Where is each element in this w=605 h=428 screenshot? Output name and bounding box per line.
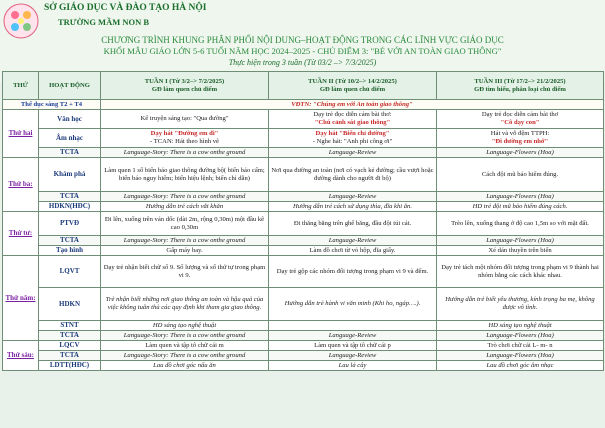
activity-name: STNT [39,321,101,331]
table-row [3,361,604,371]
table-row [3,351,604,361]
table-cell [437,110,604,129]
activity-name: LQCV [39,341,101,351]
table-cell: Language-Review [269,351,437,361]
table-cell: Làm quen 1 số biển báo giao thông đường bộ( biển báo cấm; biển báo nguy hiểm; biển hiệu lệnh; biển chỉ dẫn) [101,158,269,192]
document-period: Thực hiện trong 3 tuần (Từ 03/2 –> 7/3/2025) [228,58,377,67]
day-monday: Thứ hai [3,110,39,158]
table-cell: Đi lên, xuống trên ván dốc (dài 2m, rộng 0,30m) một đầu kê cao 0,30m [101,212,269,236]
table-cell: Language-Story: There is a cow onthe ground [101,236,269,246]
table-row [3,148,604,158]
table-cell: Hướng dẫn trẻ cách vắt khăn [101,202,269,212]
table-cell: Language-Flowers (Hoa) [437,351,604,361]
table-cell: Lau đồ chơi góc nấu ăn [101,361,269,371]
table-cell: Làm quen và tập tô chữ cái m [101,341,269,351]
theduc-label: Thể dục sáng T2 + T4 [3,100,101,110]
col-thu: THỨ [3,72,39,100]
table-cell: Language-Story: There is a cow onthe ground [101,331,269,341]
col-hoatdong: HOẠT ĐỘNG [39,72,101,100]
day-friday: Thứ sáu: [3,341,39,371]
activity-name: HDKN(HĐC) [39,202,101,212]
week1-phase: GĐ làm quen chủ điểm [151,85,218,93]
cell-text: Dạy trẻ đọc diễn cảm bài thơ: [313,111,392,119]
table-row [3,236,604,246]
table-cell: Language-Review [269,236,437,246]
table-cell [101,110,269,129]
table-row [3,246,604,256]
week3-phase: GĐ tìm hiểu, phân loại chủ điểm [474,85,566,93]
table-cell: Language-Flowers (Hoa) [437,192,604,202]
activity-name: Âm nhạc [39,129,101,148]
col-week3 [437,72,604,100]
cell-text: "Chú cảnh sát giao thông" [314,119,391,126]
table-cell: Language-Flowers (Hoa) [437,331,604,341]
table-cell: Hướng dẫn trẻ biết yêu thương, kính trọng ba mẹ, không được vô tình. [437,288,604,321]
week2-title: TUẦN II (Từ 10/2–> 14/2/2025) [308,77,397,85]
activity-name: Văn học [39,110,101,129]
activity-name: TCTA [39,351,101,361]
table-cell: Lau đồ chơi góc âm nhạc [437,361,604,371]
table-cell: Language-Flowers (Hoa) [437,148,604,158]
table-row [3,192,604,202]
table-cell: Language-Review [269,148,437,158]
table-cell: Làm đồ chơi từ vỏ hộp, đĩa giấy. [269,246,437,256]
org-name: SỞ GIÁO DỤC VÀ ĐÀO TẠO HÀ NỘI [44,3,207,13]
cell-text: "Đi đường em nhớ" [491,138,549,145]
table-row [3,100,604,110]
table-cell: Language-Flowers (Hoa) [437,236,604,246]
table-cell: Language-Story: There is a cow onthe ground [101,148,269,158]
table-row [3,331,604,341]
table-row [3,212,604,236]
table-row [3,341,604,351]
page-header [0,0,605,82]
cell-text: "Cô dạy con" [500,119,540,126]
week3-title: TUẦN III (Từ 17/2–> 21/2/2025) [474,77,566,85]
school-name: TRƯỜNG MẦM NON B [58,17,150,27]
activity-name: LQVT [39,256,101,288]
cell-text: Dạy trẻ đọc diễn cảm bài thơ [481,111,559,119]
table-cell: Làm quen và tập tô chữ cái p [269,341,437,351]
table-cell: Language-Review [269,192,437,202]
table-cell: HD sáng tạo nghệ thuật [101,321,269,331]
activity-name: PTVĐ [39,212,101,236]
table-cell: HD trẻ đội mũ bảo hiểm đúng cách. [437,202,604,212]
table-cell [269,110,437,129]
activity-name: TCTA [39,331,101,341]
table-cell: Language-Story: There is a cow onthe ground [101,192,269,202]
cell-text: Kể truyện sáng tạo: "Qua đường" [140,115,229,123]
cell-text: - Nghe hát: "Anh phi công ơi" [312,138,393,145]
day-tuesday: Thứ ba: [3,158,39,212]
activity-name: LDTT(HĐC) [39,361,101,371]
table-cell [101,129,269,148]
col-week1 [101,72,269,100]
table-cell: Dạy trẻ tách một nhóm đối tượng trong phạm vi 9 thành hai nhóm bằng các cách khác nhau. [437,256,604,288]
table-cell: Cách đội mũ bảo hiểm đúng. [437,158,604,192]
table-row [3,288,604,321]
table-row [3,321,604,331]
cell-text: Dạy hát "Đường em đi" [150,130,219,138]
table-cell: Hướng dẫn trẻ cách sử dụng thìa, đĩa khi ăn. [269,202,437,212]
day-thursday: Thứ năm: [3,256,39,341]
activity-name: Khám phá [39,158,101,192]
cell-text: Hát và vỗ đệm TTPH: [490,130,550,138]
document-subtitle: KHỐI MẪU GIÁO LỚN 5-6 TUỔI NĂM HỌC 2024–2025 - CHỦ ĐIỂM 3: "BÉ VỚI AN TOÀN GIAO THÔNG" [103,46,502,56]
table-cell: Dạy trẻ nhận biết chữ số 9. Số lượng và số thứ tự trong phạm vi 9. [101,256,269,288]
cell-text: Dạy hát "Biển chỉ đường" [315,130,390,138]
table-cell: Trò chơi chữ cái L- m- n [437,341,604,351]
col-week2 [269,72,437,100]
table-row [3,202,604,212]
table-cell: Trẻ nhận biết những nơi giao thông an toàn và hậu quả của việc không tuân thủ các quy định khi tham gia giao thông. [101,288,269,321]
activity-name: TCTA [39,148,101,158]
day-wednesday: Thứ tư: [3,212,39,256]
table-header-row [3,72,604,100]
theduc-text: VĐTN: "Chúng em với An toàn giao thông" [101,100,604,110]
table-row [3,158,604,192]
table-cell: HD sáng tạo nghệ thuật [437,321,604,331]
table-cell: Language-Review [269,331,437,341]
table-row [3,256,604,288]
table-cell: Dạy trẻ gộp các nhóm đối tượng trong phạm vi 9 và đếm. [269,256,437,288]
activity-name: TCTA [39,236,101,246]
table-cell: Lau lá cây [269,361,437,371]
table-cell: Trèo lên, xuống thang ở độ cao 1,5m so với mặt đất. [437,212,604,236]
table-cell: Nơi qua đường an toàn (nơi có vạch kẻ đường; cầu vượt hoặc đường dành cho người đi bộ) [269,158,437,192]
table-cell [269,321,437,331]
activity-name: TCTA [39,192,101,202]
activity-name: HDKN [39,288,101,321]
table-cell: Hướng dẫn trẻ hành vi văn minh (Khi ho, ngáp….). [269,288,437,321]
table-cell: Xé dán thuyền trên biển [437,246,604,256]
table-cell [437,129,604,148]
schedule-table [2,71,604,371]
cell-text: - TCAN: Hát theo hình vẽ [150,138,219,145]
week1-title: TUẦN I (Từ 3/2–> 7/2/2025) [144,77,225,85]
document-title: CHƯƠNG TRÌNH KHUNG PHÂN PHỐI NỘI DUNG–HOẠT ĐỘNG TRONG CÁC LĨNH VỰC GIÁO DỤC [101,35,504,45]
table-cell: Language-Story: There is a cow onthe ground [101,351,269,361]
table-row [3,110,604,129]
school-logo-icon [3,3,39,39]
week2-phase: GĐ làm quen chủ điểm [319,85,386,93]
table-cell: Đi thăng bằng trên ghế băng, đầu đội túi cát. [269,212,437,236]
table-cell [269,129,437,148]
table-cell: Gấp máy bay. [101,246,269,256]
activity-name: Tạo hình [39,246,101,256]
table-row [3,129,604,148]
